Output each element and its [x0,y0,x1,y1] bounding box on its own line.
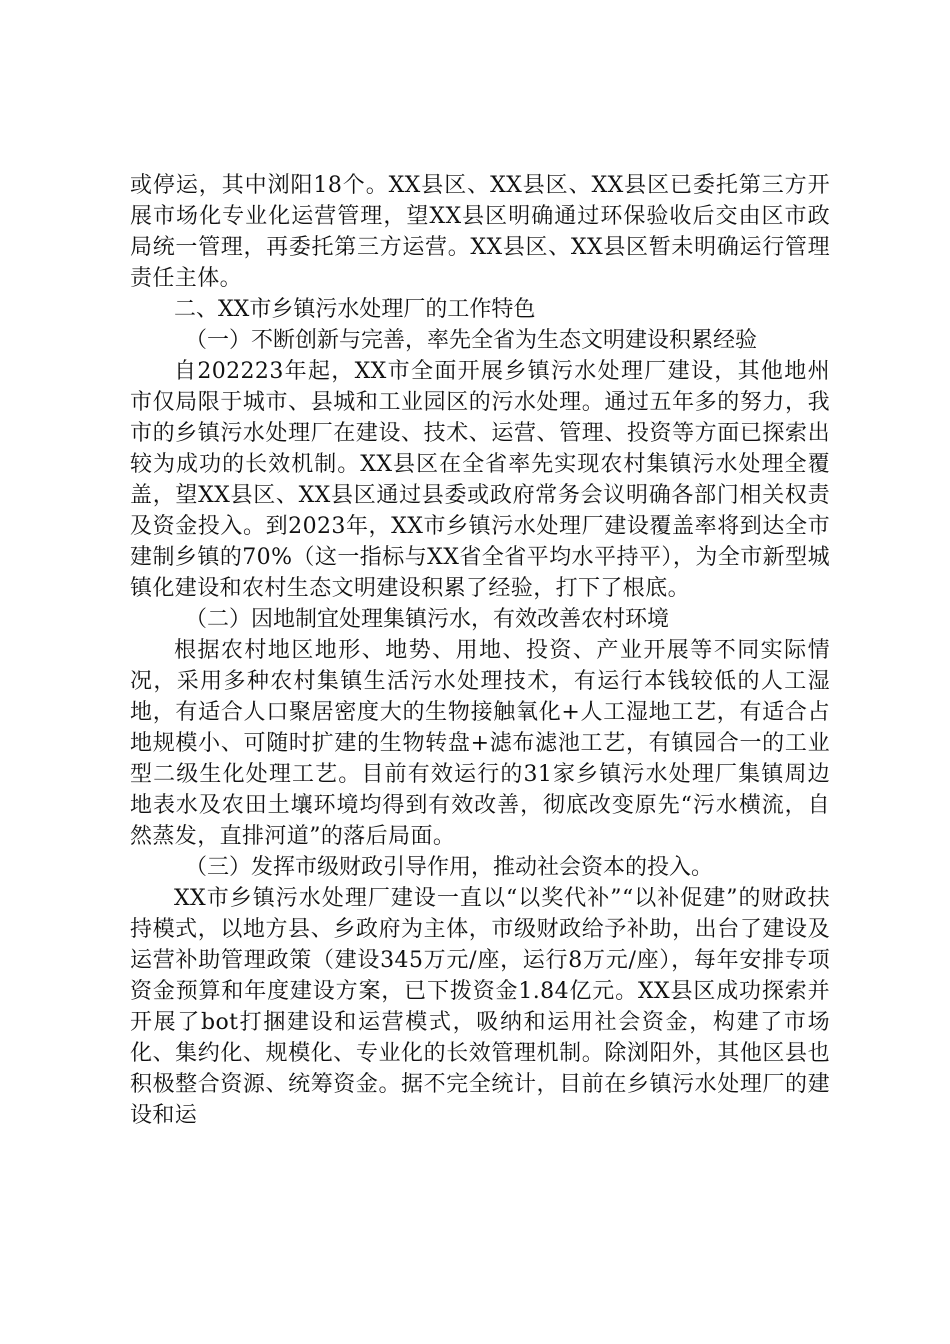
paragraph-3: XX市乡镇污水处理厂建设一直以“以奖代补”“以补促建”的财政扶持模式，以地方县、乡政府为主体，市级财政给予补助，出台了建设及运营补助管理政策（建设345万元/座，运行8万元/座），每年安排专项资金预算和年度建设方案，已下拨资金1.84亿元。XX县区成功探索并开展了bot打捆建设和运营模式，吸纳和运用社会资金，构建了市场化、集约化、规模化、专业化的长效管理机制。除浏阳外，其他区县也积极整合资源、统筹资金。据不完全统计，目前在乡镇污水处理厂的建设和运 [130,886,830,1128]
paragraph-continued: 或停运，其中浏阳18个。XX县区、XX县区、XX县区已委托第三方开展市场化专业化运营管理，望XX县区明确通过环保验收后交由区市政局统一管理，再委托第三方运营。XX县区、XX县区暂未明确运行管理责任主体。 [130,173,830,291]
subsection-heading-3: （三）发挥市级财政引导作用，推动社会资本的投入。 [185,855,714,880]
paragraph-2: 根据农村地区地形、地势、用地、投资、产业开展等不同实际情况，采用多种农村集镇生活污水处理技术，有运行本钱较低的人工湿地，有适合人口聚居密度大的生物接触氧化+人工湿地工艺，有适合占地规模小、可随时扩建的生物转盘+滤布滤池工艺，有镇园合一的工业型二级生化处理工艺。目前有效运行的31家乡镇污水处理厂集镇周边地表水及农田土壤环境均得到有效改善，彻底改变原先“污水横流，自然蒸发，直排河道”的落后局面。 [130,638,830,849]
subsection-heading-2: （二）因地制宜处理集镇污水，有效改善农村环境 [185,607,670,632]
paragraph-1: 自202223年起，XX市全面开展乡镇污水处理厂建设，其他地州市仅局限于城市、县城和工业园区的污水处理。通过五年多的努力，我市的乡镇污水处理厂在建设、技术、运营、管理、投资等方面已探索出较为成功的长效机制。XX县区在全省率先实现农村集镇污水处理全覆盖，望XX县区、XX县区通过县委或政府常务会议明确各部门相关权责及资金投入。到2023年，XX市乡镇污水处理厂建设覆盖率将到达全市建制乡镇的70%（这一指标与XX省全省平均水平持平），为全市新型城镇化建设和农村生态文明建设积累了经验，打下了根底。 [130,359,830,601]
subsection-heading-1: （一）不断创新与完善，率先全省为生态文明建设积累经验 [185,328,758,353]
document-body [130,170,830,1131]
section-heading: 二、XX市乡镇污水处理厂的工作特色 [174,297,536,322]
